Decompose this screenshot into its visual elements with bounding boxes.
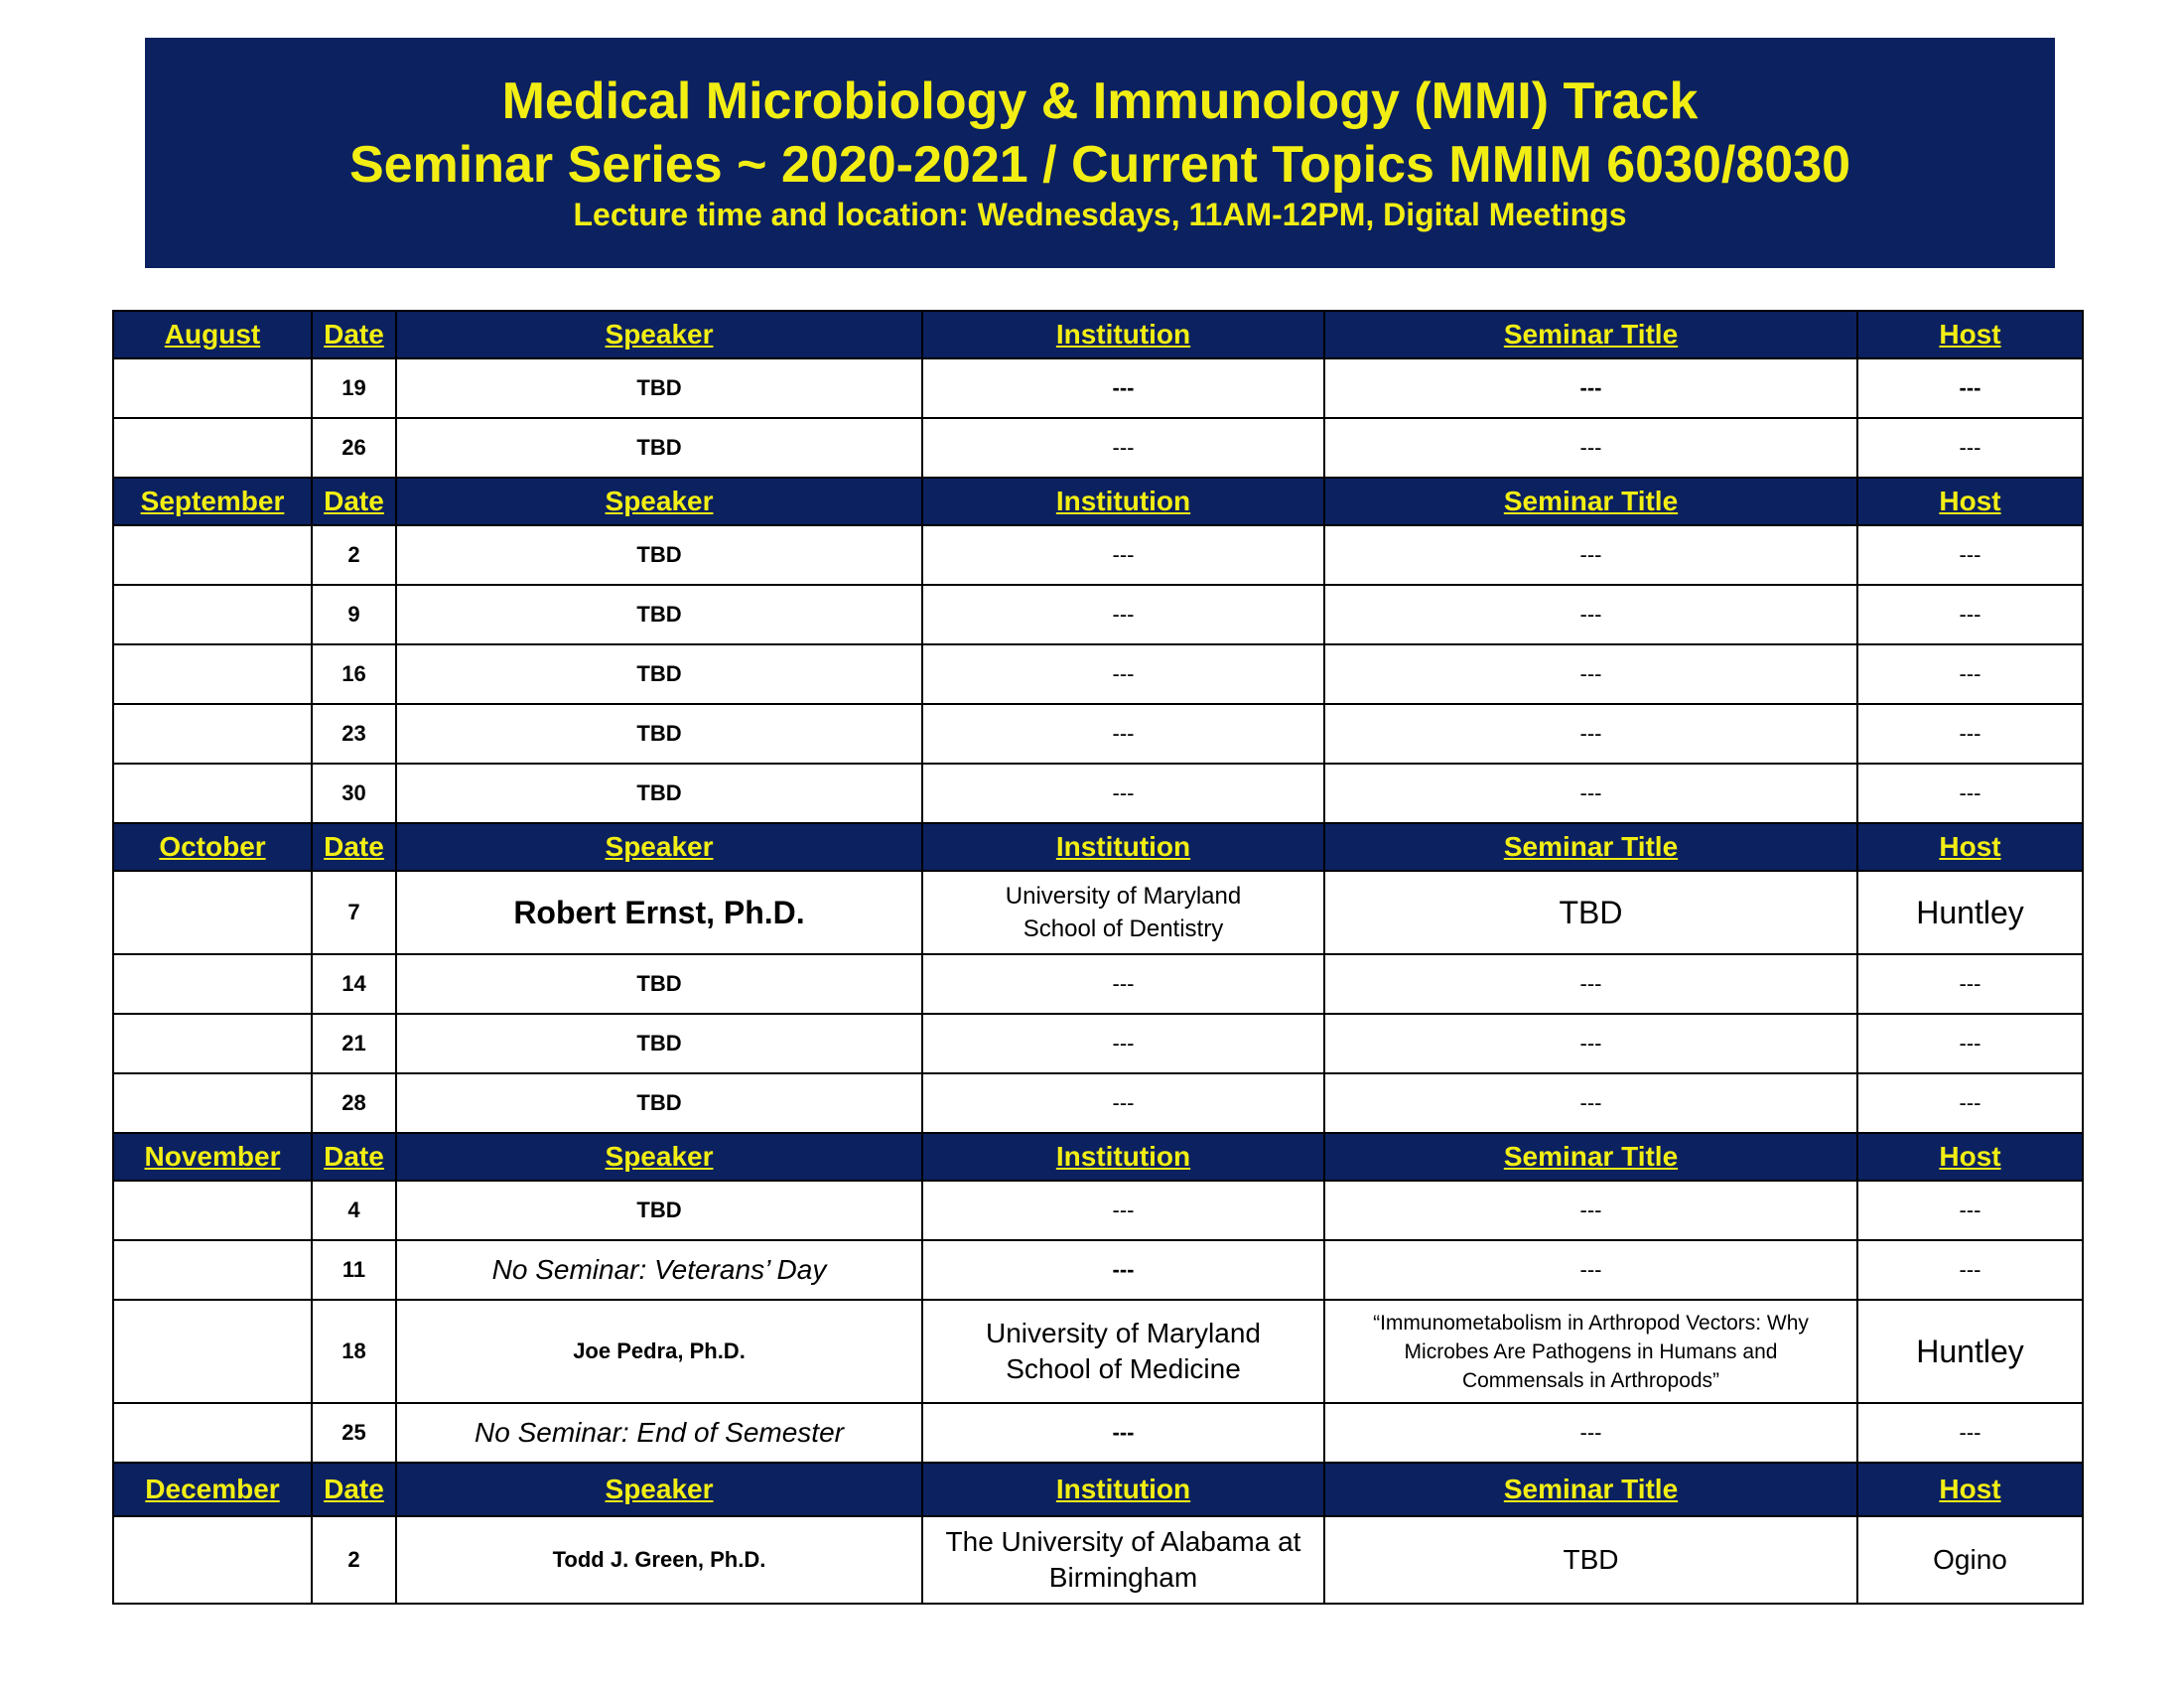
table-row <box>113 525 2083 585</box>
title-cell: --- <box>1324 585 1857 644</box>
date-cell: 25 <box>312 1403 396 1463</box>
date-cell: 14 <box>312 954 396 1014</box>
date-cell: 2 <box>312 1516 396 1604</box>
month-cell <box>113 1300 312 1403</box>
month-cell <box>113 358 312 418</box>
host-cell: --- <box>1857 358 2083 418</box>
date-cell: 30 <box>312 764 396 823</box>
col-date-header: Date <box>312 311 396 358</box>
title-line: Microbes Are Pathogens in Humans and <box>1404 1339 1778 1363</box>
col-institution-header: Institution <box>922 311 1324 358</box>
table-row <box>113 1240 2083 1300</box>
date-cell: 26 <box>312 418 396 478</box>
seminar-schedule-table <box>112 310 2084 1605</box>
table-row <box>113 1073 2083 1133</box>
date-cell: 7 <box>312 871 396 954</box>
title-cell: --- <box>1324 525 1857 585</box>
institution-cell: --- <box>922 525 1324 585</box>
date-cell: 16 <box>312 644 396 704</box>
month-header-september <box>113 478 2083 525</box>
title-cell: --- <box>1324 1240 1857 1300</box>
host-cell: --- <box>1857 1073 2083 1133</box>
title-cell: --- <box>1324 1181 1857 1240</box>
date-cell: 23 <box>312 704 396 764</box>
month-cell <box>113 1014 312 1073</box>
host-cell: --- <box>1857 1403 2083 1463</box>
table-row <box>113 358 2083 418</box>
month-cell <box>113 644 312 704</box>
col-title-header: Seminar Title <box>1324 1463 1857 1516</box>
month-cell <box>113 1403 312 1463</box>
month-cell <box>113 1073 312 1133</box>
col-speaker-header: Speaker <box>396 311 922 358</box>
title-line: “Immunometabolism in Arthropod Vectors: Why <box>1373 1311 1809 1335</box>
host-cell: --- <box>1857 525 2083 585</box>
institution-cell: --- <box>922 418 1324 478</box>
table-row <box>113 585 2083 644</box>
institution-cell: --- <box>922 1240 1324 1300</box>
host-cell: --- <box>1857 1240 2083 1300</box>
table-row <box>113 1014 2083 1073</box>
speaker-cell: TBD <box>396 585 922 644</box>
col-date-header: Date <box>312 823 396 871</box>
date-cell: 11 <box>312 1240 396 1300</box>
host-cell: --- <box>1857 1181 2083 1240</box>
date-cell: 4 <box>312 1181 396 1240</box>
col-speaker-header: Speaker <box>396 478 922 525</box>
month-header-october <box>113 823 2083 871</box>
month-label: December <box>113 1463 312 1516</box>
title-cell: --- <box>1324 644 1857 704</box>
institution-line: University of Maryland <box>986 1318 1261 1348</box>
title-cell: --- <box>1324 954 1857 1014</box>
institution-cell: --- <box>922 1181 1324 1240</box>
host-cell: --- <box>1857 644 2083 704</box>
col-speaker-header: Speaker <box>396 1463 922 1516</box>
speaker-cell: No Seminar: End of Semester <box>396 1403 922 1463</box>
table-row <box>113 871 2083 954</box>
month-label: August <box>113 311 312 358</box>
col-title-header: Seminar Title <box>1324 823 1857 871</box>
speaker-cell: Robert Ernst, Ph.D. <box>396 871 922 954</box>
title-line: Commensals in Arthropods” <box>1461 1368 1720 1392</box>
page-subtitle: Seminar Series ~ 2020-2021 / Current Topics MMIM 6030/8030 <box>348 136 1851 194</box>
title-cell <box>1324 1300 1857 1403</box>
title-cell: --- <box>1324 1014 1857 1073</box>
speaker-cell: TBD <box>396 1181 922 1240</box>
host-cell: Huntley <box>1857 1300 2083 1403</box>
institution-line: School of Dentistry <box>1023 915 1224 942</box>
table-row <box>113 1300 2083 1403</box>
date-cell: 19 <box>312 358 396 418</box>
col-date-header: Date <box>312 478 396 525</box>
col-speaker-header: Speaker <box>396 823 922 871</box>
title-cell: --- <box>1324 764 1857 823</box>
month-header-november <box>113 1133 2083 1181</box>
institution-line: University of Maryland <box>1005 883 1242 910</box>
col-institution-header: Institution <box>922 1133 1324 1181</box>
host-cell: Ogino <box>1857 1516 2083 1604</box>
table-row <box>113 954 2083 1014</box>
table-row <box>113 644 2083 704</box>
date-cell: 28 <box>312 1073 396 1133</box>
institution-cell: --- <box>922 1403 1324 1463</box>
host-cell: --- <box>1857 704 2083 764</box>
month-cell <box>113 525 312 585</box>
month-cell <box>113 704 312 764</box>
month-cell <box>113 1181 312 1240</box>
speaker-cell: TBD <box>396 525 922 585</box>
col-title-header: Seminar Title <box>1324 478 1857 525</box>
page-title: Medical Microbiology & Immunology (MMI) Track <box>501 72 1699 130</box>
institution-cell <box>922 871 1324 954</box>
month-cell <box>113 871 312 954</box>
speaker-cell: No Seminar: Veterans’ Day <box>396 1240 922 1300</box>
table-row <box>113 1516 2083 1604</box>
table-row <box>113 764 2083 823</box>
speaker-cell: TBD <box>396 644 922 704</box>
month-label: November <box>113 1133 312 1181</box>
col-title-header: Seminar Title <box>1324 1133 1857 1181</box>
col-title-header: Seminar Title <box>1324 311 1857 358</box>
host-cell: --- <box>1857 418 2083 478</box>
speaker-cell: Todd J. Green, Ph.D. <box>396 1516 922 1604</box>
month-header-december <box>113 1463 2083 1516</box>
institution-cell: --- <box>922 704 1324 764</box>
institution-line: The University of Alabama at <box>945 1526 1301 1557</box>
institution-cell: --- <box>922 954 1324 1014</box>
institution-cell <box>922 1300 1324 1403</box>
host-cell: --- <box>1857 954 2083 1014</box>
date-cell: 21 <box>312 1014 396 1073</box>
col-host-header: Host <box>1857 1133 2083 1181</box>
institution-cell: --- <box>922 644 1324 704</box>
speaker-cell: TBD <box>396 764 922 823</box>
col-host-header: Host <box>1857 311 2083 358</box>
date-cell: 2 <box>312 525 396 585</box>
speaker-cell: TBD <box>396 1073 922 1133</box>
host-cell: --- <box>1857 764 2083 823</box>
host-cell: --- <box>1857 585 2083 644</box>
institution-cell: --- <box>922 585 1324 644</box>
month-cell <box>113 1240 312 1300</box>
col-date-header: Date <box>312 1463 396 1516</box>
title-cell: TBD <box>1324 1516 1857 1604</box>
col-host-header: Host <box>1857 1463 2083 1516</box>
host-cell: --- <box>1857 1014 2083 1073</box>
month-cell <box>113 954 312 1014</box>
col-date-header: Date <box>312 1133 396 1181</box>
title-cell: --- <box>1324 1403 1857 1463</box>
col-institution-header: Institution <box>922 478 1324 525</box>
col-institution-header: Institution <box>922 1463 1324 1516</box>
speaker-cell: TBD <box>396 704 922 764</box>
table-row <box>113 1181 2083 1240</box>
month-cell <box>113 418 312 478</box>
title-cell: TBD <box>1324 871 1857 954</box>
header-banner <box>145 38 2055 268</box>
table-row <box>113 1403 2083 1463</box>
month-cell <box>113 764 312 823</box>
table-row <box>113 418 2083 478</box>
col-institution-header: Institution <box>922 823 1324 871</box>
institution-cell: --- <box>922 1073 1324 1133</box>
speaker-cell: Joe Pedra, Ph.D. <box>396 1300 922 1403</box>
institution-cell: --- <box>922 764 1324 823</box>
month-label: September <box>113 478 312 525</box>
institution-line: School of Medicine <box>1006 1353 1241 1384</box>
month-cell <box>113 585 312 644</box>
speaker-cell: TBD <box>396 954 922 1014</box>
month-header-august <box>113 311 2083 358</box>
host-cell: Huntley <box>1857 871 2083 954</box>
title-cell: --- <box>1324 704 1857 764</box>
col-host-header: Host <box>1857 478 2083 525</box>
date-cell: 9 <box>312 585 396 644</box>
institution-cell: --- <box>922 358 1324 418</box>
title-cell: --- <box>1324 418 1857 478</box>
title-cell: --- <box>1324 358 1857 418</box>
lecture-info: Lecture time and location: Wednesdays, 11AM-12PM, Digital Meetings <box>573 197 1627 232</box>
col-host-header: Host <box>1857 823 2083 871</box>
title-cell: --- <box>1324 1073 1857 1133</box>
institution-cell: --- <box>922 1014 1324 1073</box>
speaker-cell: TBD <box>396 1014 922 1073</box>
institution-cell <box>922 1516 1324 1604</box>
col-speaker-header: Speaker <box>396 1133 922 1181</box>
date-cell: 18 <box>312 1300 396 1403</box>
institution-line: Birmingham <box>1048 1562 1198 1593</box>
speaker-cell: TBD <box>396 418 922 478</box>
month-label: October <box>113 823 312 871</box>
table-row <box>113 704 2083 764</box>
speaker-cell: TBD <box>396 358 922 418</box>
month-cell <box>113 1516 312 1604</box>
